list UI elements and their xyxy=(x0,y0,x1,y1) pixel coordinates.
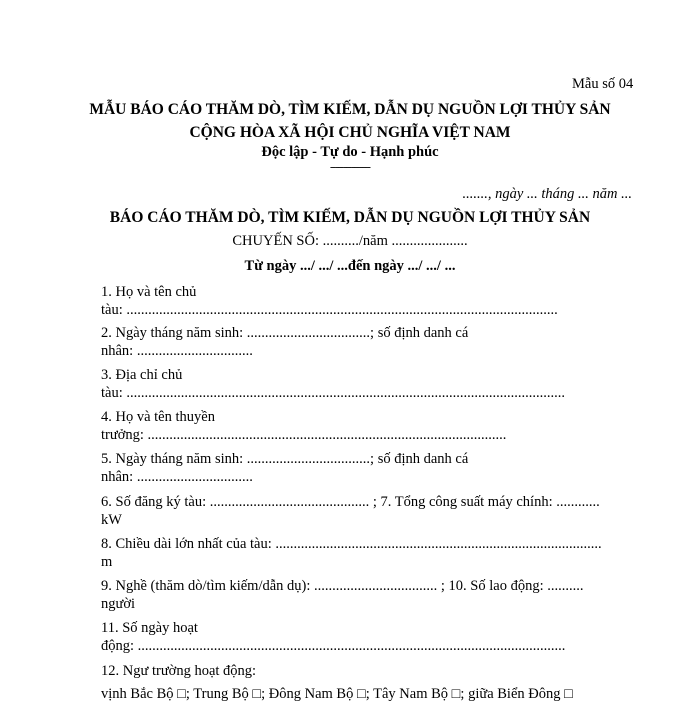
field-vessel-length-value: m xyxy=(101,554,113,570)
field-owner-dob-label: 2. Ngày tháng năm sinh: ..................................; số định danh cá xyxy=(101,325,469,341)
form-title: MẪU BÁO CÁO THĂM DÒ, TÌM KIẾM, DẪN DỤ NGUỒN LỢI THỦY SẢN xyxy=(89,101,611,118)
date-line: ......., ngày ... tháng ... năm ... xyxy=(462,186,632,202)
field-captain-dob-label: 5. Ngày tháng năm sinh: ..................................; số định danh cá xyxy=(101,451,469,467)
field-captain-name-label: 4. Họ và tên thuyền xyxy=(101,409,215,425)
field-vessel-registration-value: kW xyxy=(101,512,122,528)
field-owner-dob-value: nhân: ................................ xyxy=(101,343,253,359)
motto: Độc lập - Tự do - Hạnh phúc xyxy=(261,144,439,160)
field-captain-name-value: trưởng: ................................................................................................... xyxy=(101,427,507,443)
field-captain-dob-value: nhân: ................................ xyxy=(101,469,253,485)
nation-heading: CỘNG HÒA XÃ HỘI CHỦ NGHĨA VIỆT NAM xyxy=(189,124,511,141)
field-vessel-length-label: 8. Chiều dài lớn nhất của tàu: .......................................................................................... xyxy=(101,536,602,552)
form-number: Mẫu số 04 xyxy=(572,76,634,92)
field-owner-name-label: 1. Họ và tên chủ xyxy=(101,284,197,300)
report-title: BÁO CÁO THĂM DÒ, TÌM KIẾM, DẪN DỤ NGUỒN LỢI THỦY SẢN xyxy=(109,209,591,226)
report-period: Từ ngày .../ .../ ...đến ngày .../ .../ ... xyxy=(244,258,456,274)
field-fishing-gear-label: 9. Nghề (thăm dò/tìm kiếm/dẫn dụ): .................................. ; 10. Số lao động: .......... xyxy=(101,578,584,594)
field-fishing-gear-value: người xyxy=(101,596,136,612)
field-owner-address-label: 3. Địa chỉ chủ xyxy=(101,367,183,383)
field-owner-name-value: tàu: ....................................................................................................................... xyxy=(101,302,558,318)
trip-number: CHUYẾN SỐ: ........../năm ..................... xyxy=(232,233,468,249)
field-fishing-ground-label: 12. Ngư trường hoạt động: xyxy=(101,663,257,679)
field-owner-address-value: tàu: ......................................................................................................................... xyxy=(101,385,565,401)
field-operating-days-label: 11. Số ngày hoạt xyxy=(101,620,198,636)
field-fishing-ground-options: vịnh Bắc Bộ □; Trung Bộ □; Đông Nam Bộ □; Tây Nam Bộ □; giữa Biển Đông □ xyxy=(101,686,573,702)
field-operating-days-value: động: ...................................................................................................................... xyxy=(101,638,566,654)
field-vessel-registration-label: 6. Số đăng ký tàu: ............................................ ; 7. Tổng công suất máy chính: ............ xyxy=(101,494,600,510)
motto-separator: --------------- xyxy=(330,161,370,173)
